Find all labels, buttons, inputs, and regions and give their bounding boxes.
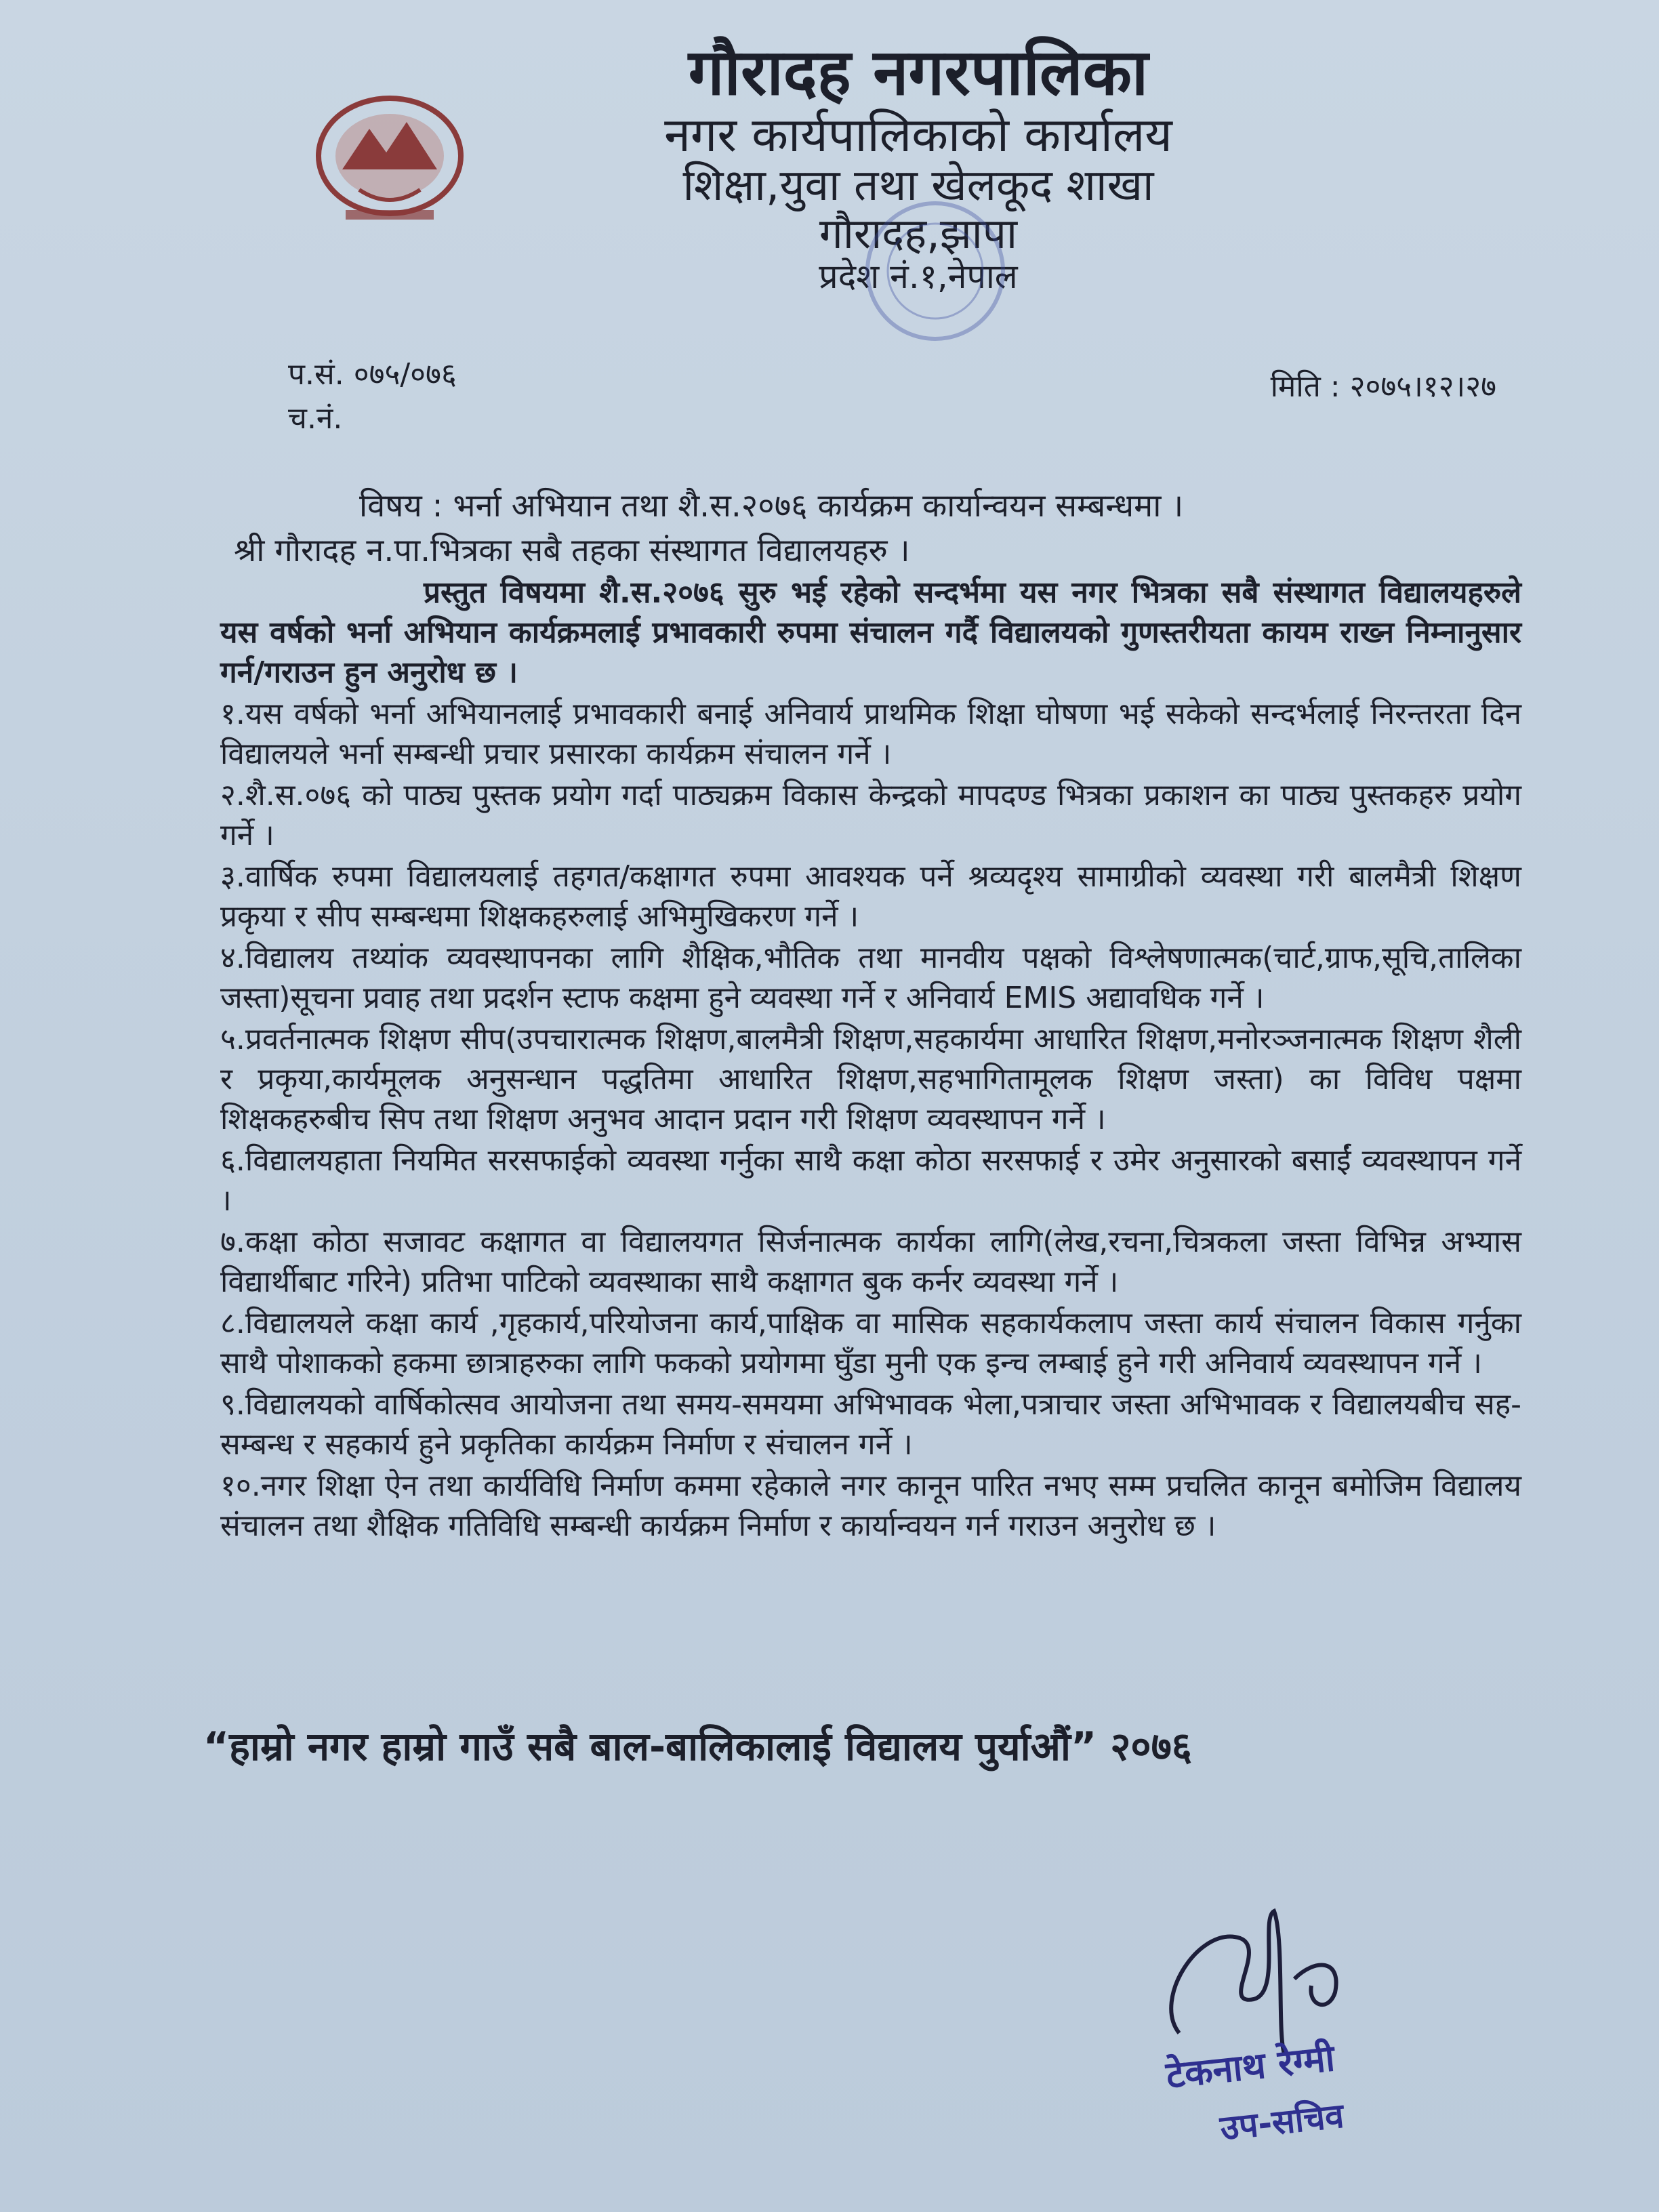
- intro-paragraph: प्रस्तुत विषयमा शै.स.२०७६ सुरु भई रहेको सन्दर्भमा यस नगर भित्रका सबै संस्थागत विद्यालयहरुले यस वर्षको भर्ना अभियान कार्यक्रमलाई प्रभावकारी रुपमा संचालन गर्दै विद्यालयको गुणस्तरीयता कायम राख्न निम्नानुसार गर्न/गराउन हुन अनुरोध छ ।: [220, 575, 1521, 690]
- list-item: १०.नगर शिक्षा ऐन तथा कार्यविधि निर्माण कममा रहेकाले नगर कानून पारित नभए सम्म प्रचलित कानून बमोजिम विद्यालय संचालन तथा शैक्षिक गतिविधि सम्बन्धी कार्यक्रम निर्माण र कार्यान्वयन गर्न गराउन अनुरोध छ ।: [220, 1469, 1521, 1543]
- signatory-title: उप-सचिव: [1218, 2095, 1346, 2148]
- list-item: ४.विद्यालय तथ्यांक व्यवस्थापनका लागि शैक्षिक,भौतिक तथा मानवीय पक्षको विश्लेषणात्मक(चार्ट,ग्राफ,सूचि,तालिका जस्ता)सूचना प्रवाह तथा प्रदर्शन स्टाफ कक्षमा हुने व्यवस्था गर्ने र अनिवार्य EMIS अद्यावधिक गर्ने ।: [220, 941, 1521, 1015]
- office-name: नगर कार्यपालिकाको कार्यालय: [664, 107, 1172, 163]
- branch-name: शिक्षा,युवा तथा खेलकूद शाखा: [682, 160, 1154, 211]
- list-item: ९.विद्यालयको वार्षिकोत्सव आयोजना तथा समय-समयमा अभिभावक भेला,पत्राचार जस्ता अभिभावक र विद्यालयबीच सह-सम्बन्ध र सहकार्य हुने प्रकृतिका कार्यक्रम निर्माण र संचालन गर्ने ।: [220, 1387, 1521, 1462]
- dispatch-number: च.नं.: [288, 401, 343, 436]
- reference-number: प.सं. ०७५/०७६: [288, 357, 457, 392]
- letter-addressee: श्री गौरादह न.पा.भित्रका सबै तहका संस्थागत विद्यालयहरु ।: [234, 532, 910, 569]
- list-item: ३.वार्षिक रुपमा विद्यालयलाई तहगत/कक्षागत रुपमा आवश्यक पर्ने श्रव्यदृश्य सामाग्रीको व्यवस्था गरी बालमैत्री शिक्षण प्रकृया र सीप सम्बन्धमा शिक्षकहरुलाई अभिमुखिकरण गर्ने ।: [220, 859, 1521, 934]
- list-item: २.शै.स.०७६ को पाठ्य पुस्तक प्रयोग गर्दा पाठ्यक्रम विकास केन्द्रको मापदण्ड भित्रका प्रकाशन का पाठ्य पुस्तकहरु प्रयोग गर्ने ।: [220, 778, 1521, 853]
- letter-body: [220, 573, 1521, 1547]
- office-stamp-icon: [857, 193, 1013, 349]
- list-item: ८.विद्यालयले कक्षा कार्य ,गृहकार्य,परियोजना कार्य,पाक्षिक वा मासिक सहकार्यकलाप जस्ता कार्य संचालन विकास गर्नुका साथै पोशाकको हकमा छात्राहरुका लागि फकको प्रयोगमा घुँडा मुनी एक इन्च लम्बाई हुने गरी अनिवार्य व्यवस्थापन गर्ने ।: [220, 1306, 1521, 1380]
- nepal-emblem-icon: [305, 88, 474, 230]
- letter-date: मिति : २०७५।१२।२७: [1270, 369, 1496, 404]
- list-item: १.यस वर्षको भर्ना अभियानलाई प्रभावकारी बनाई अनिवार्य प्राथमिक शिक्षा घोषणा भई सकेको सन्दर्भलाई निरन्तरता दिन विद्यालयले भर्ना सम्बन्धी प्रचार प्रसारका कार्यक्रम संचालन गर्ने ।: [220, 697, 1521, 771]
- list-item: ६.विद्यालयहाता नियमित सरसफाईको व्यवस्था गर्नुका साथै कक्षा कोठा सरसफाई र उमेर अनुसारको बसाईं व्यवस्थापन गर्ने ।: [220, 1143, 1521, 1218]
- municipality-name: गौरादह नगरपालिका: [688, 36, 1149, 110]
- province-line: प्रदेश नं.१,नेपाल: [819, 256, 1018, 296]
- slogan: “हाम्रो नगर हाम्रो गाउँ सबै बाल-बालिकालाई विद्यालय पुर्याऔं” २०७६: [203, 1723, 1192, 1769]
- list-item: ७.कक्षा कोठा सजावट कक्षागत वा विद्यालयगत सिर्जनात्मक कार्यका लागि(लेख,रचना,चित्रकला जस्ता विभिन्न अभ्यास विद्यार्थीबाट गरिने) प्रतिभा पाटिको व्यवस्थाका साथै कक्षागत बुक कर्नर व्यवस्था गर्ने ।: [220, 1225, 1521, 1299]
- signatory-name: टेकनाथ रेग्मी: [1164, 2036, 1337, 2097]
- list-item: ५.प्रवर्तनात्मक शिक्षण सीप(उपचारात्मक शिक्षण,बालमैत्री शिक्षण,सहकार्यमा आधारित शिक्षण,मनोरञ्जनात्मक शिक्षण शैली र प्रकृया,कार्यमूलक अनुसन्धान पद्धतिमा आधारित शिक्षण,सहभागितामूलक शिक्षण जस्ता) का विविध पक्षमा शिक्षकहरुबीच सिप तथा शिक्षण अनुभव आदान प्रदान गरी शिक्षण व्यवस्थापन गर्ने ।: [220, 1022, 1521, 1136]
- office-location: गौरादह,झापा: [819, 209, 1018, 259]
- letter-subject: विषय : भर्ना अभियान तथा शै.स.२०७६ कार्यक्रम कार्यान्वयन सम्बन्धमा ।: [359, 487, 1184, 525]
